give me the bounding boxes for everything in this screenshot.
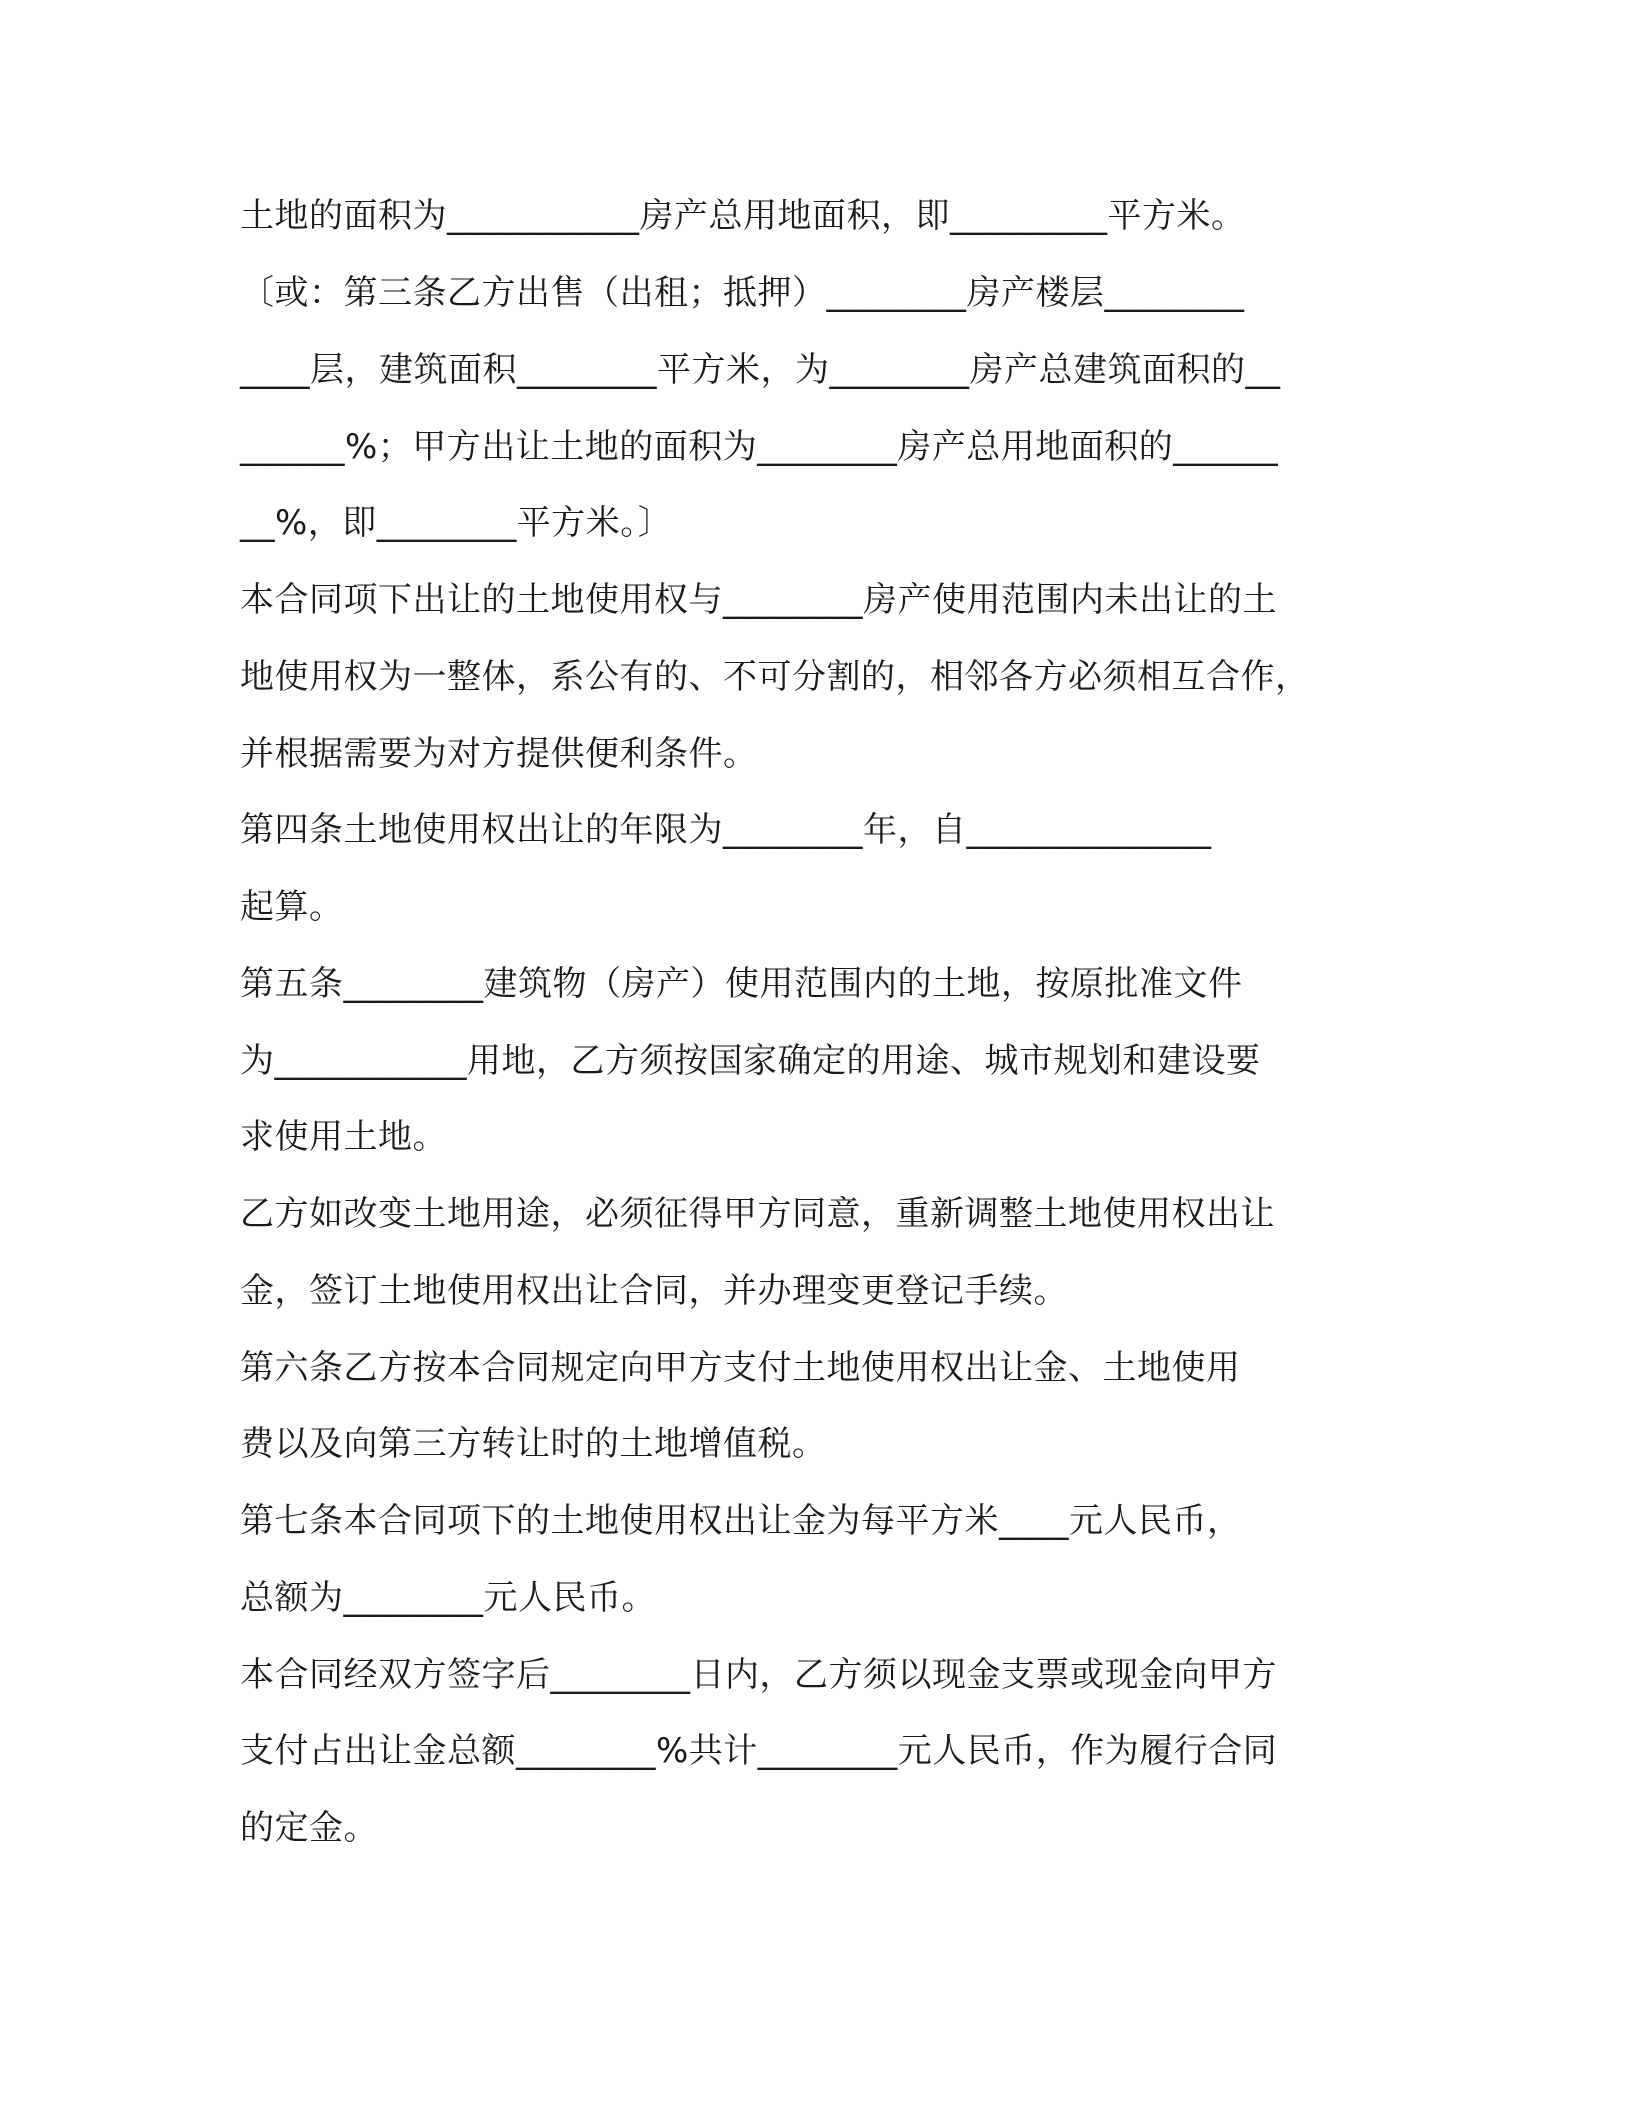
text-line: 本合同项下出让的土地使用权与________房产使用范围内未出让的土: [240, 580, 1277, 620]
text-line: 求使用土地。: [240, 1117, 447, 1157]
text-line: 为___________用地，乙方须按国家确定的用途、城市规划和建设要: [240, 1041, 1261, 1081]
text-line: 第四条土地使用权出让的年限为________年，自______________: [240, 810, 1212, 850]
text-line: 金，签订土地使用权出让合同，并办理变更登记手续。: [240, 1271, 1068, 1311]
text-line: 起算。: [240, 887, 344, 927]
text-line: 第五条________建筑物（房产）使用范围内的土地，按原批准文件: [240, 964, 1243, 1004]
text-line: ____层，建筑面积________平方米，为________房产总建筑面积的__: [240, 350, 1281, 390]
text-line: __%，即________平方米。〕: [240, 503, 673, 543]
text-line: 第七条本合同项下的土地使用权出让金为每平方米____元人民币，: [240, 1501, 1242, 1541]
text-line: 本合同经双方签字后________日内，乙方须以现金支票或现金向甲方: [240, 1655, 1277, 1695]
text-line: 第六条乙方按本合同规定向甲方支付土地使用权出让金、土地使用: [240, 1348, 1241, 1388]
text-line: 乙方如改变土地用途，必须征得甲方同意，重新调整土地使用权出让: [240, 1194, 1275, 1234]
text-line: 费以及向第三方转让时的土地增值税。: [240, 1424, 827, 1464]
text-line: 〔或：第三条乙方出售（出租；抵押）________房产楼层________: [240, 273, 1245, 313]
text-line: 并根据需要为对方提供便利条件。: [240, 734, 758, 774]
text-line: 总额为________元人民币。: [240, 1578, 656, 1618]
text-line: 的定金。: [240, 1808, 378, 1848]
text-line: ______%；甲方出让土地的面积为________房产总用地面积的______: [240, 427, 1279, 467]
text-line: 支付占出让金总额________%共计________元人民币，作为履行合同: [240, 1731, 1278, 1771]
text-line: 土地的面积为___________房产总用地面积，即_________平方米。: [240, 196, 1246, 236]
text-line: 地使用权为一整体，系公有的、不可分割的，相邻各方必须相互合作，: [240, 657, 1310, 697]
